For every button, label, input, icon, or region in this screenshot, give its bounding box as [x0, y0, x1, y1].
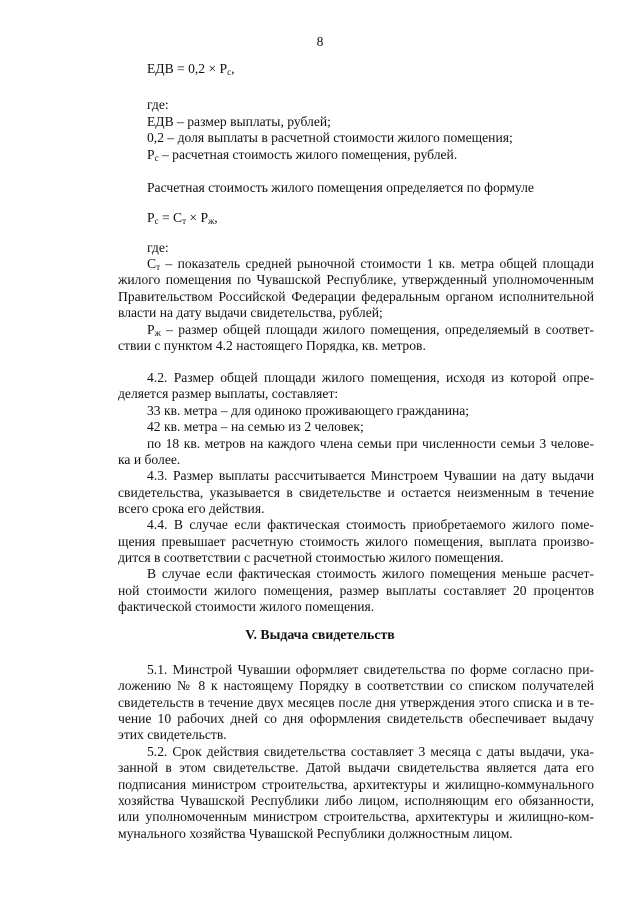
pz-sub: ж [154, 328, 161, 338]
f2-p: Р [147, 210, 155, 225]
definition-edv: ЕДВ – размер выплаты, рублей; [147, 114, 331, 129]
ct-line-2: жилого помещения по Чувашской Республике, утвержденный уполномоченным [118, 272, 594, 287]
pz-symbol: Р [147, 322, 155, 337]
pc-symbol: Р [147, 147, 155, 162]
formula-pc [147, 210, 218, 229]
formula-edv-sub: с [227, 67, 232, 77]
p44-line-1: 4.4. В случае если фактическая стоимость приобретаемого жилого поме- [147, 517, 594, 532]
p44b-line-2: ной стоимости жилого помещения, размер выплаты составляет 20 процентов [118, 583, 594, 598]
p42-line-6: ка и более. [118, 452, 181, 467]
formula-edv-tail: , [231, 61, 235, 76]
f2-tail: , [214, 210, 218, 225]
pz-text: – размер общей площади жилого помещения, определяемый в соответ- [160, 322, 594, 337]
where-label: где: [147, 97, 169, 112]
section-heading: V. Выдача свидетельств [245, 627, 395, 642]
f2-p-sub: с [154, 216, 159, 226]
p51-line-4: чение 10 рабочих дней со дня оформления свидетельств обеспечивает выдачу [118, 711, 594, 726]
p43-line-3: всего срока его действия. [118, 501, 265, 516]
p51-line-5: этих свидетельств. [118, 727, 227, 742]
p52-line-1: 5.2. Срок действия свидетельства составляет 3 месяца с даты выдачи, ука- [147, 744, 594, 759]
p42-line-5: по 18 кв. метров на каждого члена семьи при численности семьи 3 челове- [147, 436, 594, 451]
p52-line-5: или уполномоченным министром строительства, архитектуры и жилищно-ком- [118, 809, 594, 824]
p52-line-2: занной в этом свидетельстве. Датой выдачи свидетельства является дата его [118, 760, 594, 775]
ct-text: – показатель средней рыночной стоимости 1 кв. метра общей площади [160, 256, 594, 271]
pz-line-2: ствии с пунктом 4.2 настоящего Порядка, кв. метров. [118, 338, 426, 353]
p42-line-3: 33 кв. метра – для одиноко проживающего гражданина; [147, 403, 470, 418]
p52-line-3: подписания министром строительства, архитектуры и жилищно-коммунального [118, 777, 594, 792]
pc-sub: с [154, 153, 159, 163]
p51-line-3: свидетельств в течение двух месяцев после дня утверждения этого списка и в те- [118, 695, 594, 710]
p52-line-4: хозяйства Чувашской Республики либо лицом, исполняющим его обязанности, [118, 793, 594, 808]
definition-share: 0,2 – доля выплаты в расчетной стоимости жилого помещения; [147, 130, 513, 145]
p51-line-2: ложению № 8 к настоящему Порядку в соответствии со списком получателей [118, 678, 594, 693]
pc-text: – расчетная стоимость жилого помещения, рублей. [158, 147, 458, 162]
f2-x: × Р [186, 210, 209, 225]
p51-line-1: 5.1. Минстрой Чувашии оформляет свидетельства по форме согласно при- [147, 662, 594, 677]
p52-line-6: мунального хозяйства Чувашской Республики должностным лицом. [118, 826, 513, 841]
ct-line-3: Правительством Российской Федерации федеральным органом исполнительной [118, 289, 594, 304]
ct-symbol: С [147, 256, 157, 271]
p43-line-1: 4.3. Размер выплаты рассчитывается Минстроем Чувашии на дату выдачи [147, 468, 594, 483]
calc-intro: Расчетная стоимость жилого помещения определяется по формуле [147, 180, 534, 195]
p42-line-2: деляется размер выплаты, составляет: [118, 386, 339, 401]
where-label-2: где: [147, 240, 169, 255]
p42-line-1: 4.2. Размер общей площади жилого помещения, исходя из которой опре- [147, 370, 594, 385]
p42-line-4: 42 кв. метра – на семью из 2 человек; [147, 419, 364, 434]
formula-edv [147, 61, 235, 80]
definition-pc [147, 147, 457, 166]
f2-mid: = С [158, 210, 183, 225]
p44b-line-1: В случае если фактическая стоимость жилого помещения меньше расчет- [147, 566, 594, 581]
p44-line-3: дится в соответствии с расчетной стоимостью жилого помещения. [118, 550, 504, 565]
ct-line-4: власти на дату выдачи свидетельства, рублей; [118, 305, 383, 320]
p44-line-2: щения превышает расчетную стоимость жилого помещения, выплата произво- [118, 534, 594, 549]
p44b-line-3: фактической стоимости жилого помещения. [118, 599, 375, 614]
page-number: 8 [316, 34, 324, 49]
ct-sub: т [156, 262, 161, 272]
p43-line-2: свидетельства, указывается в свидетельстве и остается неизменным в течение [118, 485, 594, 500]
formula-edv-base: ЕДВ = 0,2 × Р [147, 61, 228, 76]
f2-z-sub: ж [208, 216, 215, 226]
f2-c-sub: т [182, 216, 187, 226]
